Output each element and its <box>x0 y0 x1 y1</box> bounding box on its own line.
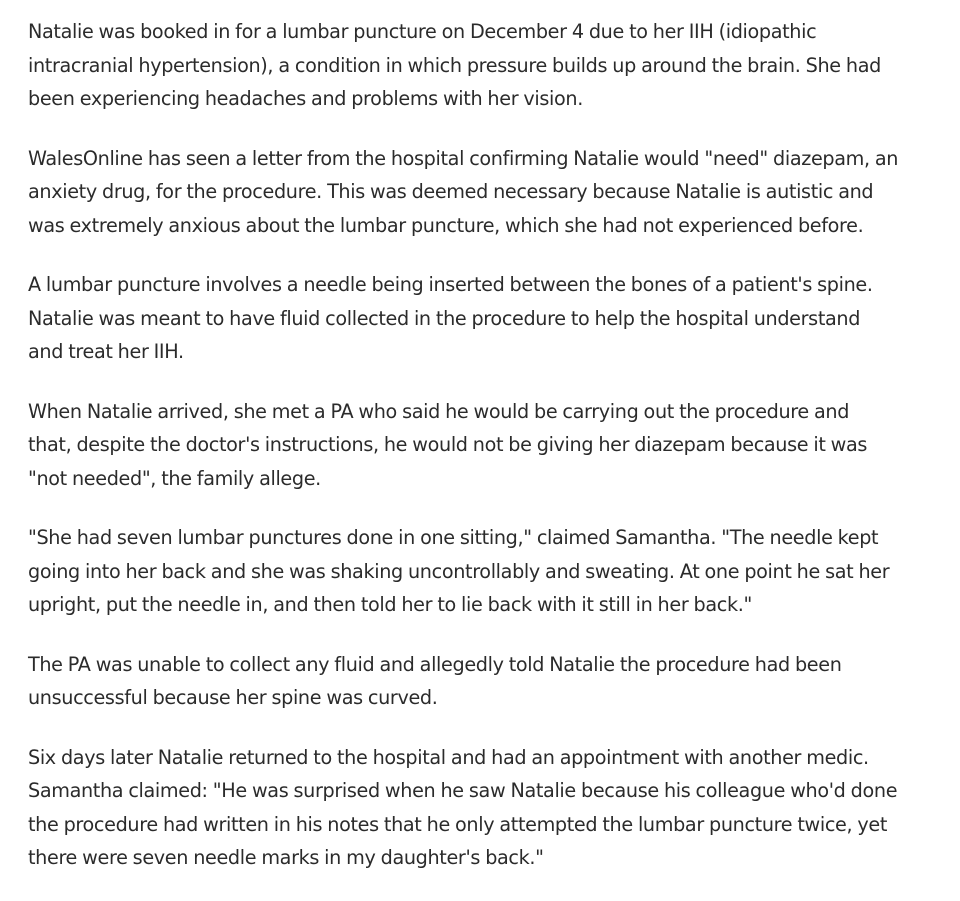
paragraph-line: intracranial hypertension), a condition in which pressure builds up around the brain. She had <box>28 53 881 77</box>
paragraph-4 <box>28 395 940 496</box>
paragraph-line: Samantha claimed: "He was surprised when he saw Natalie because his colleague who'd done <box>28 779 898 802</box>
paragraph-line: unsuccessful because her spine was curved. <box>28 686 438 709</box>
article-body <box>28 15 940 901</box>
paragraph-line: "not needed", the family allege. <box>28 466 321 490</box>
paragraph-line: was extremely anxious about the lumbar puncture, which she had not experienced before. <box>28 213 864 237</box>
paragraph-1 <box>28 15 940 116</box>
paragraph-line: there were seven needle marks in my daughter's back." <box>28 846 544 869</box>
paragraph-line: A lumbar puncture involves a needle being inserted between the bones of a patient's spine. <box>28 273 873 296</box>
paragraph-6 <box>28 648 940 715</box>
paragraph-line: WalesOnline has seen a letter from the hospital confirming Natalie would "need" diazepam, an <box>28 146 899 170</box>
paragraph-line: Natalie was meant to have fluid collected in the procedure to help the hospital understand <box>28 306 861 330</box>
paragraph-line: anxiety drug, for the procedure. This was deemed necessary because Natalie is autistic and <box>28 180 874 203</box>
paragraph-line: The PA was unable to collect any fluid and allegedly told Natalie the procedure had been <box>28 652 842 676</box>
paragraph-line: the procedure had written in his notes that he only attempted the lumbar puncture twice, yet <box>28 812 888 836</box>
paragraph-line: going into her back and she was shaking uncontrollably and sweating. At one point he sat her <box>28 559 890 583</box>
paragraph-7 <box>28 741 940 875</box>
paragraph-line: When Natalie arrived, she met a PA who said he would be carrying out the procedure and <box>28 399 850 423</box>
paragraph-line: upright, put the needle in, and then told her to lie back with it still in her back." <box>28 593 752 616</box>
paragraph-line: been experiencing headaches and problems with her vision. <box>28 87 583 110</box>
paragraph-5 <box>28 521 940 622</box>
paragraph-line: that, despite the doctor's instructions, he would not be giving her diazepam because it was <box>28 433 868 456</box>
paragraph-line: and treat her IIH. <box>28 340 184 363</box>
paragraph-line: Six days later Natalie returned to the hospital and had an appointment with another medic. <box>28 745 869 769</box>
paragraph-3 <box>28 268 940 369</box>
paragraph-line: "She had seven lumbar punctures done in one sitting," claimed Samantha. "The needle kept <box>28 526 879 549</box>
paragraph-line: Natalie was booked in for a lumbar puncture on December 4 due to her IIH (idiopathic <box>28 20 817 43</box>
paragraph-2 <box>28 142 940 243</box>
